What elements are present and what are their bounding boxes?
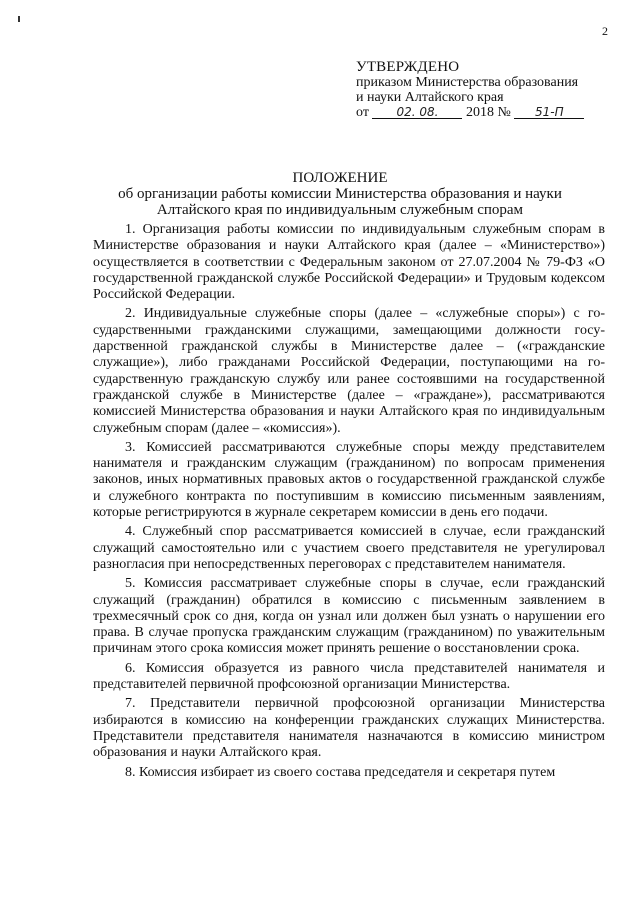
scan-mark	[18, 16, 20, 22]
paragraph-4: 4. Служебный спор рассматривается комиссией в случае, если гражданский служащий самостоятельно или с участием своего представителя не урегулировал разногласия при непосредственных переговорах с представителем нанимателя.	[93, 524, 605, 572]
approval-date-line	[356, 105, 616, 120]
approval-line-2: и науки Алтайского края	[356, 90, 504, 105]
approval-title: УТВЕРЖДЕНО	[356, 59, 460, 75]
paragraph-6: 6. Комиссия образуется из равного числа представителей нанимателя и представителей первичной профсоюзной организации Министерства.	[93, 660, 605, 693]
page-number: 2	[602, 24, 608, 38]
approval-line-1: приказом Министерства образования	[356, 75, 579, 90]
paragraph-1: 1. Организация работы комиссии по индивидуальным служебным спорам в Министерстве образования и науки Алтайского края (далее – «Министерство») осуществляется в соответствии с Федеральным законом от 27.07.2004 № 79-ФЗ «О государственной гражданской службе Российской Федерации» и Трудовым кодексом Российской Федерации.	[93, 222, 605, 303]
handwritten-number: 51-П	[514, 106, 584, 119]
document-body	[93, 222, 605, 784]
paragraph-5: 5. Комиссия рассматривает служебные споры в случае, если гражданский служащий (гражданин) обратился в комиссию с письменным заявлением в трехмесячный срок со дня, когда он узнал или должен был узнать о нарушении его права. В случае пропуска гражданским служащим (гражданином) по уважительным причинам этого срока комиссия может принять решение о восстановлении срока.	[93, 576, 605, 657]
paragraph-2: 2. Индивидуальные служебные споры (далее – «служебные споры») с государственными гражданскими служащими, замещающими должности государственной гражданской службы в Министерстве далее – («гражданские служащие»), либо гражданами Российской Федерации, поступающими на государственную гражданскую службу или ранее состоявшими на государственной гражданской службе в Министерстве (далее – «граждане»), рассматриваются комиссией Министерства образования и науки Алтайского края по индивидуальным служебным спорам (далее – «комиссия»).	[93, 306, 605, 436]
paragraph-7: 7. Представители первичной профсоюзной организации Министерства избираются в комиссию на конференции гражданских служащих Министерства. Представители представителя нанимателя назначаются в комиссию министром образования и науки Алтайского края.	[93, 696, 605, 761]
document-subtitle-1: об организации работы комиссии Министерства образования и науки	[118, 186, 562, 202]
from-label: от	[356, 105, 369, 120]
approval-year: 2018 №	[465, 105, 511, 120]
handwritten-date: 02. 08.	[372, 106, 462, 119]
approval-stamp	[356, 60, 616, 120]
document-title: ПОЛОЖЕНИЕ	[292, 170, 388, 186]
paragraph-3: 3. Комиссией рассматриваются служебные споры между представителем нанимателя и гражданским служащим (гражданином) по вопросам применения законов, иных нормативных правовых актов о государственной гражданской службе и служебного контракта по поступившим в комиссию письменным заявлениям, которые регистрируются в журнале секретарем комиссии в день его подачи.	[93, 439, 605, 521]
paragraph-8: 8. Комиссия избирает из своего состава председателя и секретаря путем	[125, 764, 556, 780]
document-subtitle-2: Алтайского края по индивидуальным служебным спорам	[156, 202, 524, 218]
